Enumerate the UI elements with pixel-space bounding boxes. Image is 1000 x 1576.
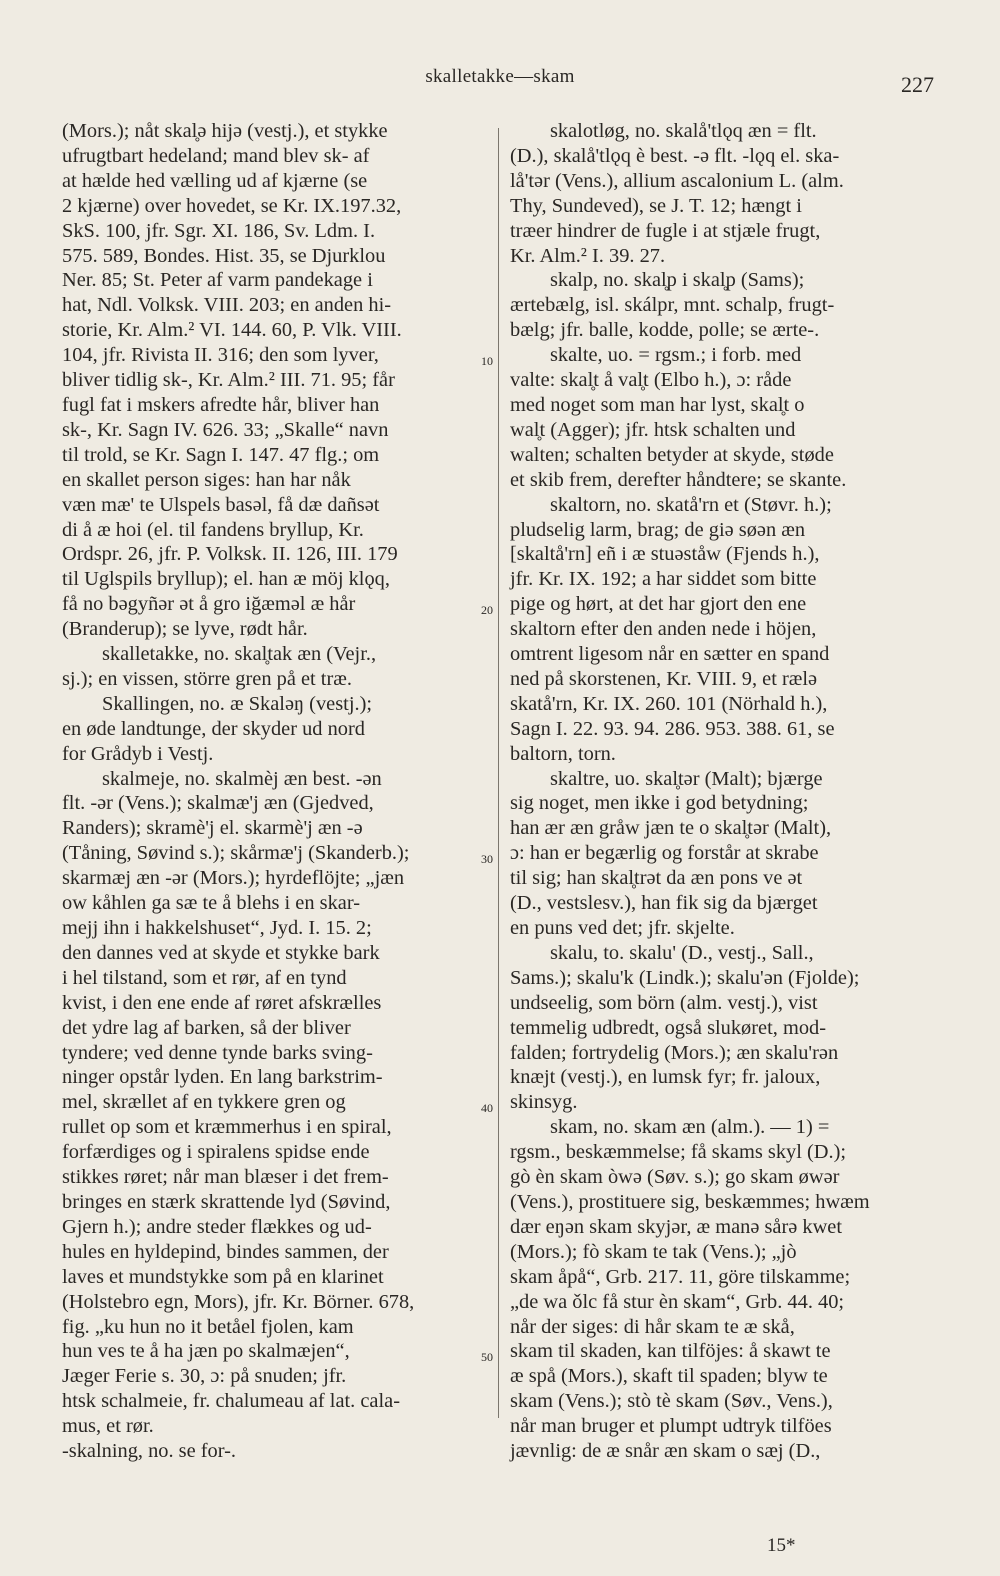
text-line: til Uglspils bryllup); el. han æ möj klǫq, xyxy=(62,568,390,591)
text-line: skarmæj æn -ər (Mors.); hyrdeflöjte; „jæn xyxy=(62,867,405,890)
text-line: sj.); en vissen, större gren på et træ. xyxy=(62,667,352,690)
text-line: træer hindrer de fugle i at stjæle frugt, xyxy=(510,219,821,242)
text-line: ned på skorstenen, Kr. VIII. 9, et rælə xyxy=(510,667,818,690)
text-line: (Tåning, Søvind s.); skårmæ'j (Skanderb.); xyxy=(62,842,410,865)
text-line: den dannes ved at skyde et stykke bark xyxy=(62,941,380,964)
text-line: falden; fortrydelig (Mors.); æn skalu'rən xyxy=(510,1041,839,1064)
text-line: væn mæ' te Ulspels basəl, få dæ dañsət xyxy=(62,493,380,516)
text-line: sk-, Kr. Sagn IV. 626. 33; „Skalle“ navn xyxy=(62,418,389,441)
text-line: (Holstebro egn, Mors), jfr. Kr. Börner. 678, xyxy=(62,1290,415,1313)
text-line: laves et mundstykke som på en klarinet xyxy=(62,1265,384,1288)
text-line: skaltorn, no. skatå'rn et (Støvr. h.); xyxy=(550,493,832,516)
text-line: bringes en stærk skrattende lyd (Søvind, xyxy=(62,1190,391,1213)
text-line: få no bəgyñər ət å gro iğæməl æ hår xyxy=(62,593,356,616)
text-line: bliver tidlig sk-, Kr. Alm.² III. 71. 95; får xyxy=(62,369,395,392)
text-line: for Grådyb i Vestj. xyxy=(62,742,214,765)
text-line: hun ves te å ha jæn po skalmæjen“, xyxy=(62,1340,350,1363)
text-line: hat, Ndl. Volksk. VIII. 203; en anden hi- xyxy=(62,294,392,317)
text-line: (Mors.); fò skam te tak (Vens.); „jò xyxy=(510,1240,797,1263)
text-line: når der siges: di hår skam te æ skå, xyxy=(510,1315,795,1338)
text-line: temmelig udbredt, også slukøret, mod- xyxy=(510,1016,826,1039)
text-line: walten; schalten betyder at skyde, støde xyxy=(510,443,834,466)
text-line: jævnlig: de æ snår æn skam o sæj (D., xyxy=(510,1440,821,1463)
text-line: sig noget, men ikke i god betydning; xyxy=(510,792,809,815)
text-line: skalp, no. skal̥p i skal̥p (Sams); xyxy=(550,269,805,292)
text-line: Thy, Sundeved), se J. T. 12; hængt i xyxy=(510,194,802,217)
text-line: hules en hyldepind, bindes sammen, der xyxy=(62,1240,389,1263)
text-line: ufrugtbart hedeland; mand blev sk- af xyxy=(62,144,370,167)
text-line: mel, skrællet af en tykkere gren og xyxy=(62,1091,346,1114)
text-line: skaltorn efter den anden nede i höjen, xyxy=(510,618,817,641)
column-divider xyxy=(498,128,499,1418)
line-number: 10 xyxy=(481,354,493,368)
text-line: bælg; jfr. balle, kodde, polle; se ærte-. xyxy=(510,319,820,342)
text-line: skalletakke, no. skal̥tak æn (Vejr., xyxy=(102,643,377,666)
text-line: ow kåhlen ga sæ te å blehs i en skar- xyxy=(62,892,361,915)
text-line: til sig; han skal̥trət da æn pons ve ət xyxy=(510,867,803,890)
text-line: æ spå (Mors.), skaft til spaden; blyw te xyxy=(510,1365,828,1388)
text-line: et skib frem, derefter håndtere; se skante. xyxy=(510,468,847,491)
text-line: skaltre, uo. skal̥tər (Malt); bjærge xyxy=(550,767,823,790)
text-line: omtrent ligesom når en sætter en spand xyxy=(510,643,830,666)
text-line: skinsyg. xyxy=(510,1091,578,1114)
text-line: i hel tilstand, som et rør, af en tynd xyxy=(62,966,347,989)
text-line: Sagn I. 22. 93. 94. 286. 953. 388. 61, se xyxy=(510,717,835,740)
text-line: en skallet person siges: han har nåk xyxy=(62,468,351,491)
text-line: til trold, se Kr. Sagn I. 147. 47 flg.; om xyxy=(62,443,380,466)
text-line: tyndere; ved denne tynde barks sving- xyxy=(62,1041,373,1064)
text-line: 575. 589, Bondes. Hist. 35, se Djurklou xyxy=(62,244,386,267)
text-line: ɔ: han er begærlig og forstår at skrabe xyxy=(510,842,819,865)
page-number: 227 xyxy=(901,72,934,97)
text-line: skalu, to. skalu' (D., vestj., Sall., xyxy=(550,941,814,964)
text-line: 104, jfr. Rivista II. 316; den som lyver, xyxy=(62,344,379,367)
text-line: Skallingen, no. æ Skaləŋ (vestj.); xyxy=(102,692,373,715)
text-line: Ordspr. 26, jfr. P. Volksk. II. 126, III. 179 xyxy=(62,543,398,566)
text-line: rgsm., beskæmmelse; få skams skyl (D.); xyxy=(510,1141,847,1164)
text-line: undseelig, som börn (alm. vestj.), vist xyxy=(510,991,818,1014)
text-line: mejj ihn i hakkelshuset“, Jyd. I. 15. 2; xyxy=(62,917,372,939)
text-line: (Mors.); nåt skal̥ə hijə (vestj.), et stykke xyxy=(62,120,388,142)
text-line: (D.), skalå'tlǫq è best. -ə flt. -lǫq el. ska- xyxy=(510,144,840,167)
text-line: (Branderup); se lyve, rødt hår. xyxy=(62,618,308,641)
text-line: en øde landtunge, der skyder ud nord xyxy=(62,717,365,740)
text-line: en puns ved det; jfr. skjelte. xyxy=(510,917,735,939)
text-line: skalte, uo. = rgsm.; i forb. med xyxy=(550,344,802,367)
line-number: 40 xyxy=(481,1101,493,1115)
text-line: skam åpå“, Grb. 217. 11, göre tilskamme; xyxy=(510,1265,851,1288)
text-line: jfr. Kr. IX. 192; a har siddet som bitte xyxy=(510,568,817,591)
text-line: skalotløg, no. skalå'tlǫq æn = flt. xyxy=(550,120,817,142)
text-line: storie, Kr. Alm.² VI. 144. 60, P. Vlk. VIII. xyxy=(62,319,402,342)
text-line: -skalning, no. se for-. xyxy=(62,1440,237,1463)
text-line: forfærdiges og i spiralens spidse ende xyxy=(62,1141,370,1164)
text-line: at hælde hed vælling ud af kjærne (se xyxy=(62,169,368,192)
text-line: skam, no. skam æn (alm.). — 1) = xyxy=(550,1116,830,1139)
text-line: htsk schalmeie, fr. chalumeau af lat. cala- xyxy=(62,1390,400,1413)
text-line: med noget som man har lyst, skal̥t o xyxy=(510,393,805,416)
text-line: di å æ hoi (el. til fandens bryllup, Kr. xyxy=(62,518,364,541)
text-line: pludselig larm, brag; de giə søən æn xyxy=(510,518,806,541)
text-line: gò èn skam òwə (Søv. s.); go skam øwər xyxy=(510,1166,840,1189)
text-line: Gjern h.); andre steder flækkes og ud- xyxy=(62,1215,372,1238)
text-line: skalmeje, no. skalmèj æn best. -ən xyxy=(102,767,382,790)
line-number: 20 xyxy=(481,603,493,617)
line-number: 30 xyxy=(481,852,493,866)
text-line: han ær æn gråw jæn te o skal̥tər (Malt), xyxy=(510,817,832,840)
text-line: kvist, i den ene ende af røret afskrælles xyxy=(62,991,382,1014)
text-line: stikkes røret; når man blæser i det frem- xyxy=(62,1166,389,1189)
right-column xyxy=(510,119,925,1464)
text-line: flt. -ər (Vens.); skalmæ'j æn (Gjedved, xyxy=(62,792,374,815)
text-line: Ner. 85; St. Peter af varm pandekage i xyxy=(62,269,373,292)
text-line: knæjt (vestj.), en lumsk fyr; fr. jaloux, xyxy=(510,1066,821,1089)
text-line: pige og hørt, at det har gjort den ene xyxy=(510,593,807,616)
text-line: når man bruger et plumpt udtryk tilföes xyxy=(510,1415,832,1438)
signature-mark: 15* xyxy=(767,1535,796,1556)
text-line: rullet op som et kræmmerhus i en spiral, xyxy=(62,1116,392,1139)
text-line: det ydre lag af barken, så der bliver xyxy=(62,1016,351,1039)
text-line: ærtebælg, isl. skálpr, mnt. schalp, frugt- xyxy=(510,294,835,317)
text-line: skam (Vens.); stò tè skam (Søv., Vens.), xyxy=(510,1390,833,1413)
text-line: skam til skaden, kan tilföjes: å skawt te xyxy=(510,1340,831,1363)
line-number: 50 xyxy=(481,1350,493,1364)
text-line: SkS. 100, jfr. Sgr. XI. 186, Sv. Ldm. I. xyxy=(62,219,376,242)
text-line: ninger opstår lyden. En lang barkstrim- xyxy=(62,1066,383,1089)
text-line: fugl fat i mskers afredte hår, bliver han xyxy=(62,393,380,416)
text-line: [skaltå'rn] eñ i æ stuəståw (Fjends h.), xyxy=(510,543,820,566)
text-line: Sams.); skalu'k (Lindk.); skalu'ən (Fjolde); xyxy=(510,966,860,989)
text-line: Randers); skramè'j el. skarmè'j æn -ə xyxy=(62,817,363,840)
text-line: wal̥t (Agger); jfr. htsk schalten und xyxy=(510,418,796,441)
text-line: skatå'rn, Kr. IX. 260. 101 (Nörhald h.), xyxy=(510,692,828,715)
text-line: „de wa ǒlc få stur èn skam“, Grb. 44. 40; xyxy=(510,1290,845,1313)
text-line: dær eŋən skam skyjər, æ manə sårə kwet xyxy=(510,1215,843,1238)
text-line: mus, et rør. xyxy=(62,1415,154,1438)
text-line: 2 kjærne) over hovedet, se Kr. IX.197.32, xyxy=(62,194,402,217)
left-column xyxy=(62,119,477,1464)
text-line: valte: skal̥t å val̥t (Elbo h.), ɔ: råde xyxy=(510,369,792,392)
text-line: lå'tər (Vens.), allium ascalonium L. (alm. xyxy=(510,169,844,192)
text-line: Kr. Alm.² I. 39. 27. xyxy=(510,244,666,267)
text-line: fig. „ku hun no it betåel fjolen, kam xyxy=(62,1315,354,1338)
text-line: (Vens.), prostituere sig, beskæmmes; hwæm xyxy=(510,1190,870,1213)
text-line: Jæger Ferie s. 30, ɔ: på snuden; jfr. xyxy=(62,1365,347,1388)
running-head: skalletakke—skam xyxy=(425,66,575,87)
text-line: baltorn, torn. xyxy=(510,742,616,765)
text-line: (D., vestslesv.), han fik sig da bjærget xyxy=(510,892,818,915)
